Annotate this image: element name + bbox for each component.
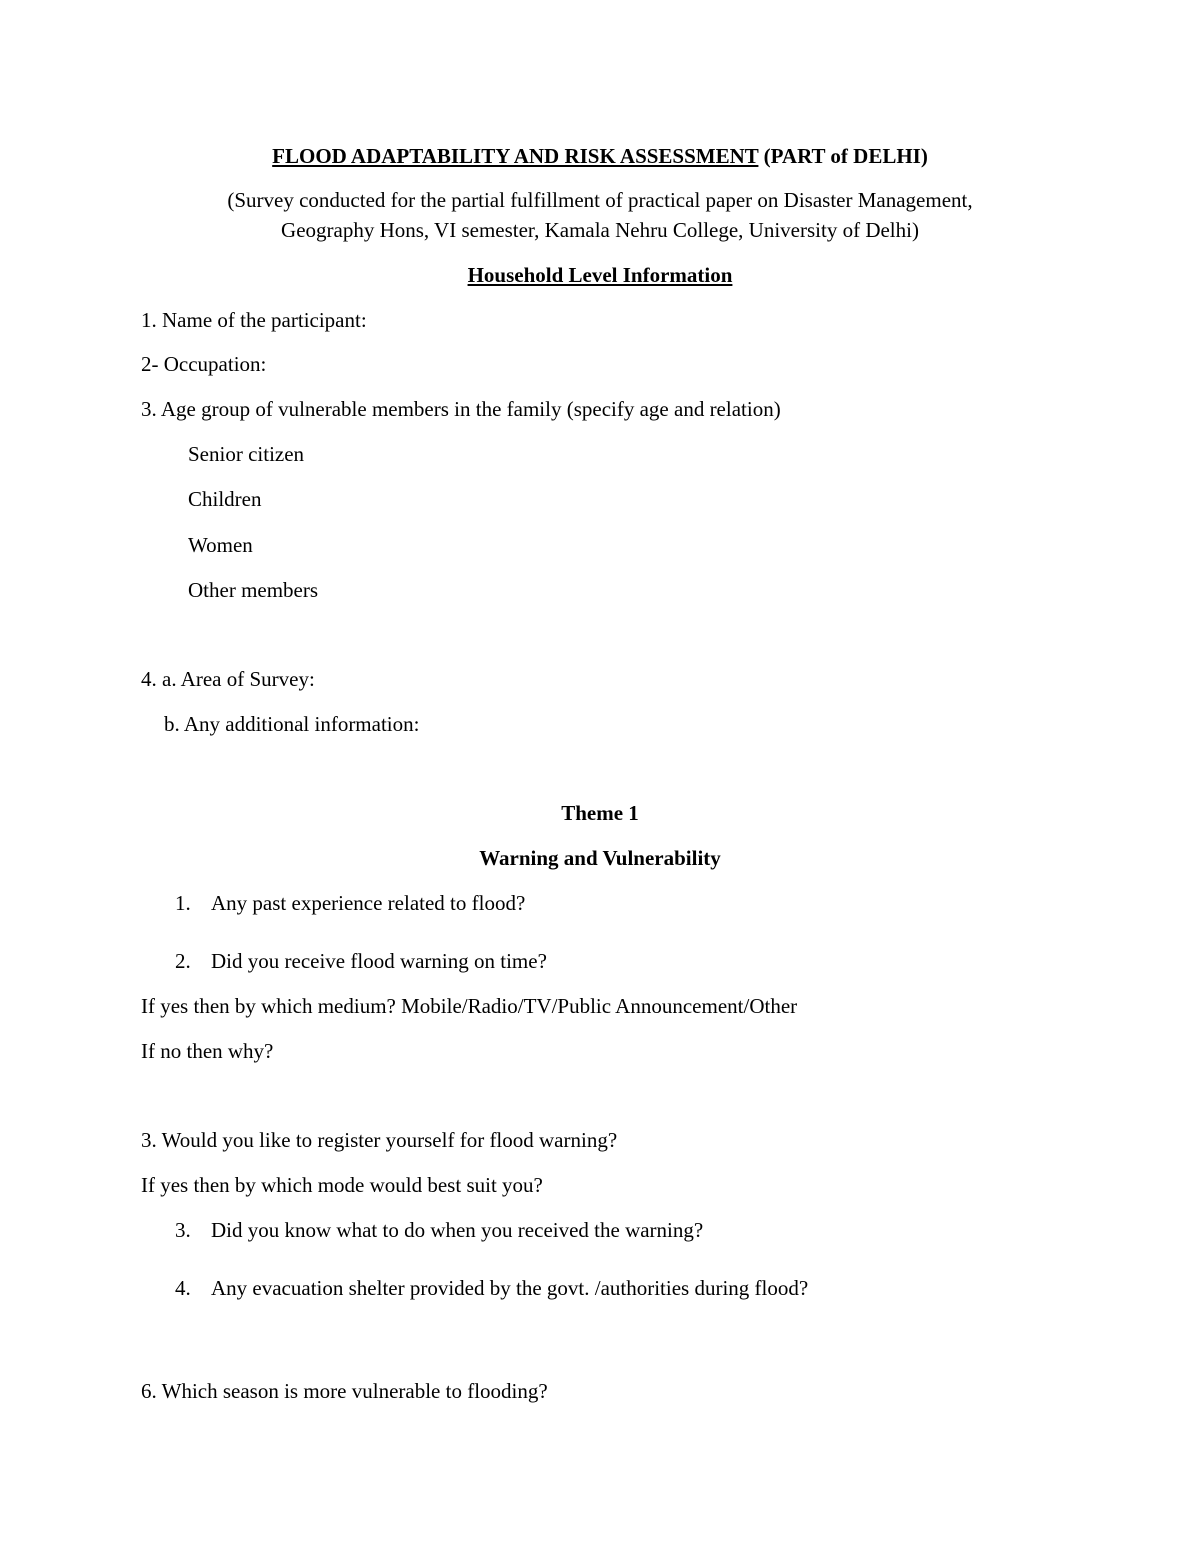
- list-item-text: Did you receive flood warning on time?: [211, 949, 547, 973]
- list-item-text: Any evacuation shelter provided by the govt. /authorities during flood?: [211, 1276, 809, 1300]
- list-item: [175, 1220, 703, 1241]
- document-title: [0, 146, 1200, 167]
- member-women: Women: [188, 533, 253, 557]
- document-title-rest: (PART of DELHI): [758, 144, 928, 168]
- list-item: [175, 893, 525, 914]
- list-item: [175, 951, 547, 972]
- question-register: 3. Would you like to register yourself for flood warning?: [141, 1128, 618, 1152]
- list-item-text: Any past experience related to flood?: [211, 891, 526, 915]
- document-title-underlined: FLOOD ADAPTABILITY AND RISK ASSESSMENT: [272, 144, 759, 168]
- question-age-group: 3. Age group of vulnerable members in the family (specify age and relation): [141, 397, 781, 421]
- household-heading: [0, 265, 1200, 286]
- theme-heading: Theme 1: [561, 801, 639, 825]
- member-senior-citizen: Senior citizen: [188, 442, 305, 466]
- list-item-number: 2.: [175, 949, 191, 973]
- if-yes-medium: If yes then by which medium? Mobile/Radio/TV/Public Announcement/Other: [141, 994, 798, 1018]
- question-name: 1. Name of the participant:: [141, 308, 367, 332]
- subtitle-line-1: (Survey conducted for the partial fulfillment of practical paper on Disaster Management,: [227, 188, 973, 212]
- list-item: [175, 1278, 808, 1299]
- question-occupation: 2- Occupation:: [141, 352, 267, 376]
- list-item-number: 3.: [175, 1218, 191, 1242]
- list-item-text: Did you know what to do when you received the warning?: [211, 1218, 704, 1242]
- question-additional-info: b. Any additional information:: [164, 712, 420, 736]
- question-area-of-survey: 4. a. Area of Survey:: [141, 667, 315, 691]
- question-season: 6. Which season is more vulnerable to flooding?: [141, 1379, 548, 1403]
- list-item-number: 1.: [175, 891, 191, 915]
- theme-subheading: Warning and Vulnerability: [479, 846, 721, 870]
- member-other: Other members: [188, 578, 319, 602]
- if-no-why: If no then why?: [141, 1039, 274, 1063]
- household-heading-text: Household Level Information: [467, 263, 733, 287]
- member-children: Children: [188, 487, 262, 511]
- if-yes-mode: If yes then by which mode would best suit you?: [141, 1173, 543, 1197]
- subtitle-line-2: Geography Hons, VI semester, Kamala Nehru College, University of Delhi): [281, 218, 919, 242]
- list-item-number: 4.: [175, 1276, 191, 1300]
